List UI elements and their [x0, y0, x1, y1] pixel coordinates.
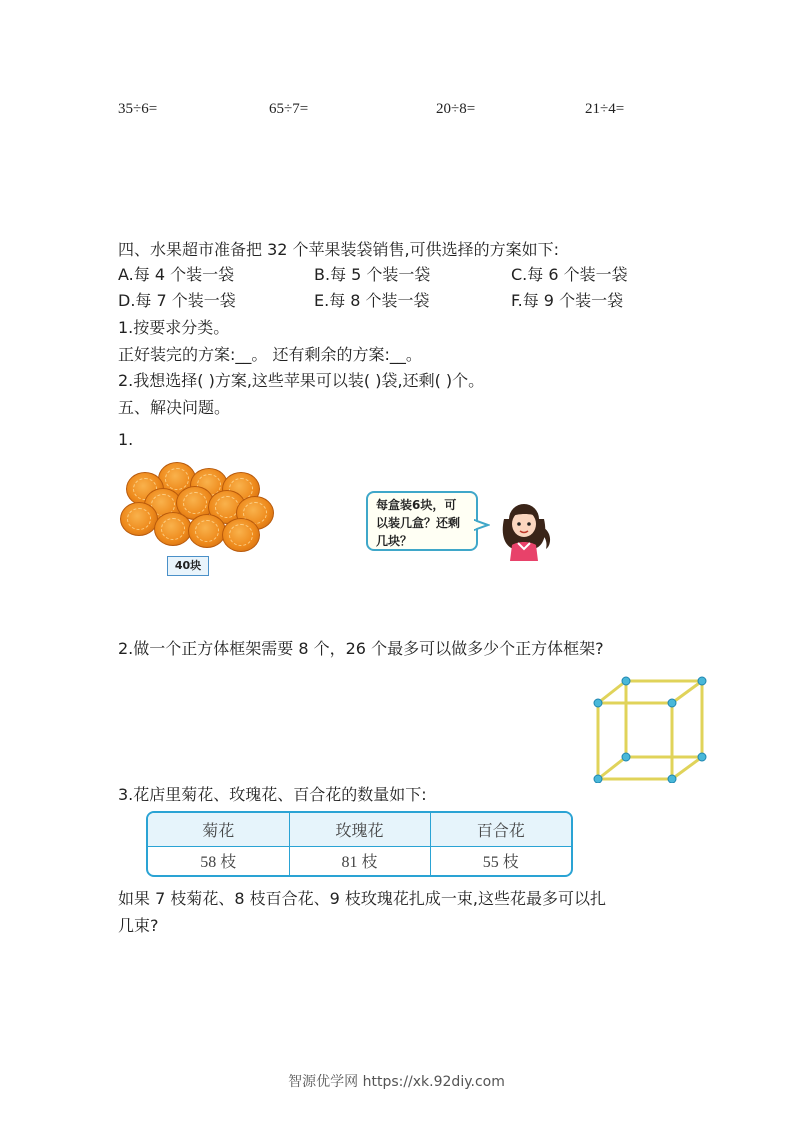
footer-watermark: 智源优学网 https://xk.92diy.com: [288, 1074, 505, 1090]
equation-3: 20÷8=: [436, 101, 476, 117]
problem3-text: 3.花店里菊花、玫瑰花、百合花的数量如下:: [118, 785, 427, 804]
section4-title: 四、水果超市准备把 32 个苹果装袋销售,可供选择的方案如下:: [118, 240, 560, 259]
problem2-text: 2.做一个正方体框架需要 8 个，26 个最多可以做多少个正方体框架?: [118, 639, 604, 658]
option-f: F.每 9 个装一袋: [511, 291, 624, 310]
problem1-number: 1.: [118, 430, 134, 449]
cube-frame-icon: [590, 675, 708, 783]
section4-q2: 2.我想选择( )方案,这些苹果可以装( )袋,还剩( )个。: [118, 371, 485, 390]
table-header-lily: 百合花: [430, 813, 571, 846]
bubble-tail-icon: [474, 518, 490, 532]
section4-q1: 1.按要求分类。: [118, 318, 230, 337]
girl-icon: [496, 497, 552, 561]
problem3-question-line1: 如果 7 枝菊花、8 枝百合花、9 枝玫瑰花扎成一束,这些花最多可以扎: [118, 889, 606, 908]
section4-q1-fill: 正好装完的方案:__。 还有剩余的方案:__。: [118, 345, 422, 364]
equation-2: 65÷7=: [269, 101, 309, 117]
option-a: A.每 4 个装一袋: [118, 265, 235, 284]
cake-count-tag: 40块: [167, 556, 209, 576]
table-header-chrysanthemum: 菊花: [148, 813, 289, 846]
table-value-chrysanthemum: 58 枝: [148, 846, 289, 875]
speech-bubble: 每盒装6块，可以装几盒？还剩几块？: [366, 491, 478, 551]
section5-title: 五、解决问题。: [118, 398, 231, 417]
option-b: B.每 5 个装一袋: [314, 265, 431, 284]
table-value-rose: 81 枝: [289, 846, 430, 875]
table-value-lily: 55 枝: [430, 846, 571, 875]
problem3-question-line2: 几束?: [118, 916, 159, 935]
option-e: E.每 8 个装一袋: [314, 291, 430, 310]
flower-table: [146, 811, 573, 877]
table-header-rose: 玫瑰花: [289, 813, 430, 846]
equation-4: 21÷4=: [585, 101, 625, 117]
option-d: D.每 7 个装一袋: [118, 291, 236, 310]
option-c: C.每 6 个装一袋: [511, 265, 628, 284]
cakes-illustration: [118, 462, 273, 558]
equation-1: 35÷6=: [118, 101, 158, 117]
